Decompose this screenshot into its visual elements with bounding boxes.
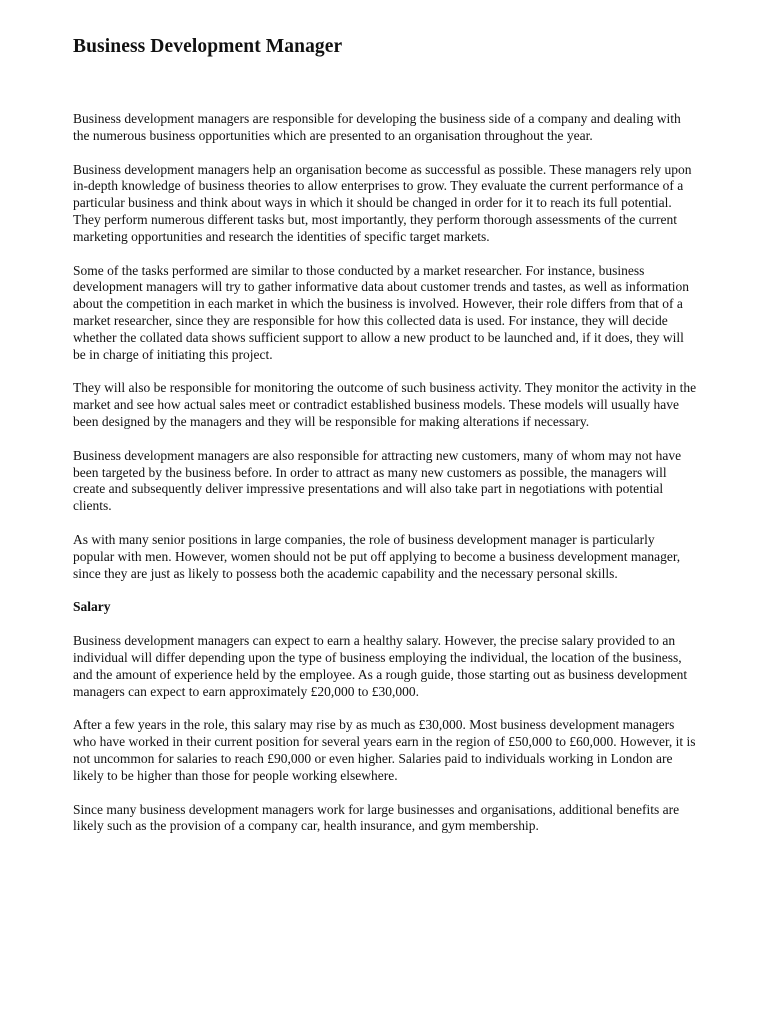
paragraph-intro-1: Business development managers are responsible for developing the business side of a company and dealing with the numerous business opportunities which are presented to an organisation throughout the year. [73,111,681,143]
paragraph-intro-3: Some of the tasks performed are similar to those conducted by a market researcher. For instance, business development managers will try to gather informative data about customer trends and tastes, as well as information about the competition in each market in which the business is involved. However, their role differs from that of a market researcher, since they are responsible for how this collected data is used. For instance, they will decide whether the collated data shows sufficient support to allow a new product to be launched and, if it does, they will be in charge of initiating this project. [73,262,689,362]
paragraph-intro-6: As with many senior positions in large companies, the role of business development manager is particularly popular with men. However, women should not be put off applying to become a business development manager, since they are just as likely to possess both the academic capability and the necessary personal skills. [73,531,681,581]
paragraph-salary-1: Business development managers can expect to earn a healthy salary. However, the precise salary provided to an individual will differ depending upon the type of business employing the individual, the location of the business, and the amount of experience held by the employee. As a rough guide, those starting out as business development managers can expect to earn approximately £20,000 to £30,000. [73,633,688,699]
document-page [73,34,698,852]
paragraph-salary-2: After a few years in the role, this salary may rise by as much as £30,000. Most business development managers who have worked in their current position for several years earn in the region of £50,000 to £60,000. However, it is not uncommon for salaries to reach £90,000 or even higher. Salaries paid to individuals working in London are likely to be higher than those for people working elsewhere. [73,717,696,783]
paragraph-intro-4: They will also be responsible for monitoring the outcome of such business activity. They monitor the activity in the market and see how actual sales meet or contradict established business models. These models will usually have been designed by the managers and they will be responsible for making alterations if necessary. [73,380,697,429]
salary-heading: Salary [73,599,111,615]
paragraph-salary-3: Since many business development managers work for large businesses and organisations, additional benefits are likely such as the provision of a company car, health insurance, and gym membership. [73,801,680,834]
document-title: Business Development Manager [73,36,343,57]
paragraph-intro-2: Business development managers help an organisation become as successful as possible. These managers rely upon in-depth knowledge of business theories to allow enterprises to grow. They evaluate the current performance of a particular business and think about ways in which it should be changed in order for it to reach its full potential. They perform numerous different tasks but, most importantly, they perform thorough assessments of the current marketing opportunities and research the identities of specific target markets. [73,161,692,244]
paragraph-intro-5: Business development managers are also responsible for attracting new customers, many of whom may not have been targeted by the business before. In order to attract as many new customers as possible, the managers will create and subsequently deliver impressive presentations and will also take part in negotiations with potential clients. [73,447,682,514]
document-body [73,111,698,835]
